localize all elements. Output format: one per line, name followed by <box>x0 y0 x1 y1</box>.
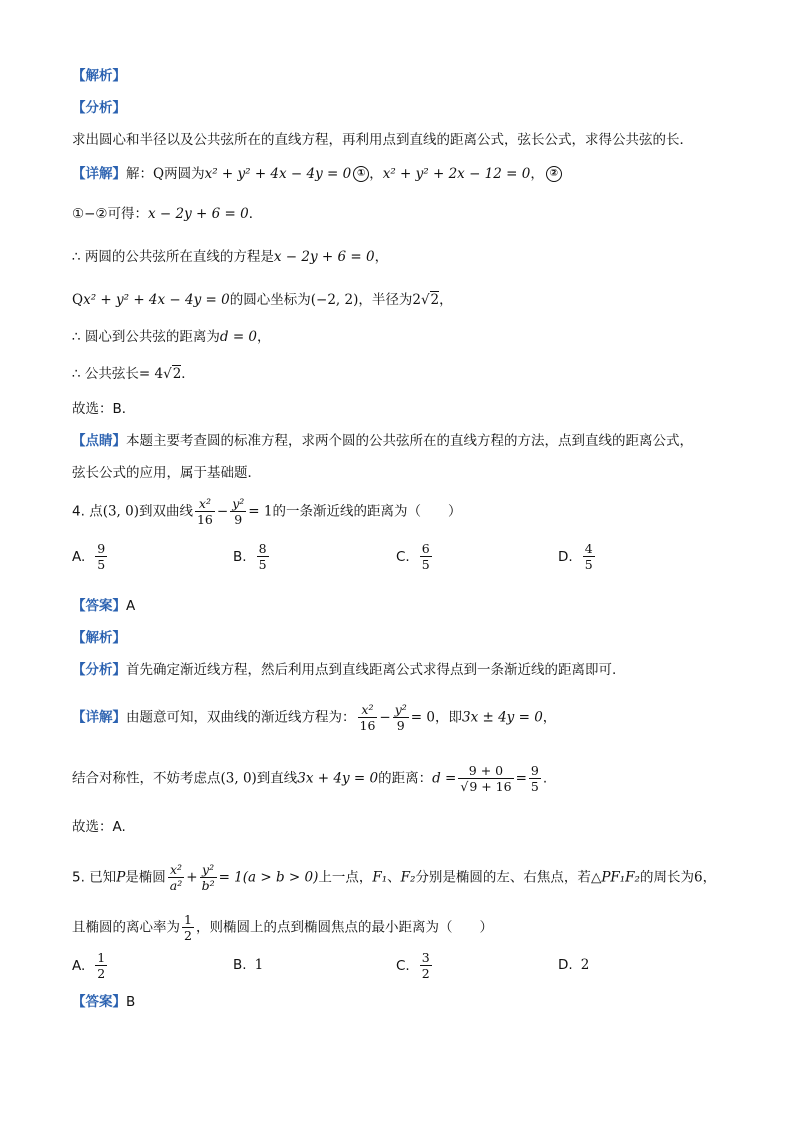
stem-text: 的周长为 <box>639 869 694 886</box>
equation-rest: = 1(a > b > 0) <box>218 869 319 886</box>
tip-text: 本题主要考查圆的标准方程，求两个圆的公共弦所在的直线方程的方法，点到直线的距离公式， <box>126 433 693 449</box>
q4-option-c[interactable] <box>396 541 434 572</box>
tag-jiexi: 【解析】 <box>72 630 126 646</box>
tag-jiexi: 【解析】 <box>72 68 126 84</box>
question-number: 4. <box>72 503 85 520</box>
detail-text: 由题意可知，双曲线的渐近线方程为： <box>126 709 356 726</box>
q3-detail-line-5: ∴ 圆心到公共弦的距离为d = 0， <box>72 329 271 345</box>
option-fraction: $\frac{4}{5}$ <box>584 541 593 572</box>
q5-option-a[interactable] <box>72 950 109 981</box>
equation-rest: = 1 <box>248 503 273 520</box>
because-symbol: Q <box>153 166 165 182</box>
point-coords: (3, 0) <box>220 770 257 787</box>
q3-tip-line-2: 弦长公式的应用，属于基础题． <box>72 465 261 481</box>
q4-option-a[interactable] <box>72 541 109 572</box>
fraction-y2-9: $\frac{\text{y²}}{9}$ <box>232 496 245 527</box>
tag-dianjing: 【点睛】 <box>72 433 126 449</box>
q4-choose: 故选：A. <box>72 819 126 835</box>
therefore-symbol: ∴ <box>72 249 81 265</box>
q3-detail-line-6: ∴ 公共弦长= 4√2． <box>72 366 195 382</box>
option-fraction: $\frac{3}{2}$ <box>421 950 430 981</box>
therefore-symbol: ∴ <box>72 366 81 382</box>
line-equation: x − 2y + 6 = 0 <box>148 206 249 222</box>
circled-one: ① <box>353 166 369 182</box>
tag-fenxi: 【分析】 <box>72 100 126 116</box>
radius-coeff: 2 <box>412 292 421 308</box>
option-label: B. <box>233 957 247 973</box>
option-label: D. <box>558 957 573 973</box>
question-number: 5. <box>72 869 85 886</box>
q4-answer <box>72 596 135 616</box>
q5-option-d[interactable] <box>558 957 589 973</box>
q3-analysis: 求出圆心和半径以及公共弦所在的直线方程，再利用点到直线的距离公式，弦长公式，求得公共弦的长． <box>72 132 693 148</box>
chord-sqrt: 2 <box>172 366 182 382</box>
fraction-x2-16: $\frac{\text{x²}}{16}$ <box>196 496 213 527</box>
punct: ， <box>702 869 717 886</box>
detail-text: 两圆为 <box>164 166 205 182</box>
circle-equation: x² + y² + 4x − 4y = 0 <box>83 292 230 308</box>
chord-length: = 4 <box>138 366 164 382</box>
q5-answer <box>72 992 135 1012</box>
option-label: C. <box>396 957 410 974</box>
option-label: B. <box>233 548 247 565</box>
because-symbol: Q <box>72 292 84 308</box>
equation-1: x² + y² + 4x − 4y = 0 <box>204 166 352 182</box>
q4-option-d[interactable] <box>558 541 597 572</box>
q4-jiexi-heading <box>72 628 126 648</box>
radius-sqrt: 2 <box>430 292 440 308</box>
focus-f1: F₁ <box>372 869 388 886</box>
answer-value: B <box>126 994 136 1010</box>
answer-value: A <box>126 598 136 614</box>
point-p: P <box>116 869 126 886</box>
circled-two: ② <box>546 166 562 182</box>
analysis-text: 首先确定渐近线方程，然后利用点到直线距离公式求得点到一条渐近线的距离即可. <box>126 662 617 678</box>
equation-2: x² + y² + 2x − 12 = 0 <box>382 166 531 182</box>
detail-text: 可得： <box>107 206 149 222</box>
option-fraction: $\frac{1}{2}$ <box>97 950 106 981</box>
q3-choose: 故选：B． <box>72 401 136 417</box>
point-coords: (3, 0) <box>102 503 139 520</box>
detail-text: 公共弦长 <box>84 366 139 382</box>
option-label: C. <box>396 548 410 565</box>
fraction-x2-16: $\frac{\text{x²}}{16}$ <box>359 702 376 733</box>
stem-text: 已知 <box>89 869 117 886</box>
tag-xiangjie: 【详解】 <box>72 166 126 182</box>
eccentricity-fraction: $\frac{1}{2}$ <box>184 912 192 943</box>
q3-detail-line-3: ∴ 两圆的公共弦所在直线的方程是x − 2y + 6 = 0， <box>72 249 389 265</box>
stem-text: ，则椭圆上的点到椭圆焦点的最小距离为（ ） <box>195 919 493 936</box>
distance-fraction: $\frac{9 + 0}{√9 + 16}$ <box>460 763 512 794</box>
q4-stem: 4. 点(3, 0)到双曲线 $\frac{\text{x²}}{16}$ − $\frac{\text{y²}}{9}$ = 1的一条渐近线的距离为（ ） <box>72 496 462 527</box>
asymptote-eq: 3x ± 4y = 0 <box>462 709 543 726</box>
q5-stem-line-1: 5. 已知P是椭圆 $\frac{\text{x²}}{\text{a²}}$ + $\frac{\text{y²}}{\text{b²}}$ = 1(a > b > 0)上一点，F₁、F₂分别是椭圆的左、右焦点，若△PF₁F₂的周长为6， <box>72 862 717 893</box>
distance-eq: d = 0 <box>219 329 258 345</box>
tag-xiangjie: 【详解】 <box>72 709 126 726</box>
detail-text: 的距离： <box>378 770 433 787</box>
perimeter-value: 6 <box>693 869 703 886</box>
tag-daan: 【答案】 <box>72 994 126 1010</box>
tag-fenxi: 【分析】 <box>72 662 126 678</box>
q3-detail-line-2: ①−②可得：x − 2y + 6 = 0． <box>72 206 263 222</box>
stem-text: 且椭圆的离心率为 <box>72 919 180 936</box>
option-label: A. <box>72 957 86 974</box>
stem-text: 上一点， <box>318 869 373 886</box>
detail-text: 两圆的公共弦所在直线的方程是 <box>84 249 274 265</box>
equation-rest: = 0 <box>410 709 435 726</box>
center-coords: (−2, 2) <box>310 292 359 308</box>
q3-detail-line-1: 【详解】解：Q两圆为x² + y² + 4x − 4y = 0 ① ，x² + y² + 2x − 12 = 0， ② <box>72 164 562 184</box>
q5-stem-line-2 <box>72 912 493 943</box>
option-fraction: $\frac{9}{5}$ <box>97 541 106 572</box>
fraction-x2-a2: $\frac{\text{x²}}{\text{a²}}$ <box>169 862 183 893</box>
q5-option-b[interactable] <box>233 957 263 973</box>
stem-text: 点 <box>89 503 103 520</box>
tag-daan: 【答案】 <box>72 598 126 614</box>
detail-prefix: 解： <box>126 166 153 182</box>
fenxi-heading <box>72 98 126 118</box>
option-value: 2 <box>580 957 590 973</box>
q4-option-b[interactable] <box>233 541 271 572</box>
option-value: 1 <box>254 957 264 973</box>
stem-text: 分别是椭圆的左、右焦点，若 <box>415 869 591 886</box>
separator: 、 <box>387 869 401 886</box>
stem-text: 是椭圆 <box>125 869 166 886</box>
detail-text: 到直线 <box>256 770 298 787</box>
q3-tip-line-1 <box>72 431 693 451</box>
result-fraction: $\frac{9}{5}$ <box>530 763 539 794</box>
line-equation: x − 2y + 6 = 0 <box>273 249 375 265</box>
option-label: A. <box>72 548 86 565</box>
detail-text: ，即 <box>435 709 462 726</box>
stem-text: 的一条渐近线的距离为（ ） <box>272 503 462 520</box>
option-label: D. <box>558 548 573 565</box>
fraction-y2-b2: $\frac{\text{y²}}{\text{b²}}$ <box>201 862 215 893</box>
q4-detail-line-1: 【详解】由题意可知，双曲线的渐近线方程为： $\frac{\text{x²}}{16}$ − $\frac{\text{y²}}{9}$ = 0，即3x ± 4y = 0， <box>72 702 557 733</box>
jiexi-heading <box>72 66 126 86</box>
q4-analysis <box>72 660 616 680</box>
therefore-symbol: ∴ <box>72 329 81 345</box>
fraction-y2-9: $\frac{\text{y²}}{9}$ <box>394 702 407 733</box>
stem-text: 到双曲线 <box>138 503 193 520</box>
subtract-ops: ①−② <box>72 206 108 222</box>
detail-text: 圆心到公共弦的距离为 <box>84 329 220 345</box>
detail-text: ，半径为 <box>358 292 413 308</box>
q3-detail-line-4: Qx² + y² + 4x − 4y = 0的圆心坐标为(−2, 2)，半径为2√2， <box>72 292 453 308</box>
detail-text: 的圆心坐标为 <box>229 292 311 308</box>
triangle-label: △PF₁F₂ <box>590 869 640 886</box>
line-eq: 3x + 4y = 0 <box>297 770 379 787</box>
focus-f2: F₂ <box>400 869 416 886</box>
option-fraction: $\frac{6}{5}$ <box>421 541 430 572</box>
detail-text: 结合对称性，不妨考虑点 <box>72 770 221 787</box>
option-fraction: $\frac{8}{5}$ <box>258 541 267 572</box>
distance-label: d = <box>432 770 457 787</box>
q5-option-c[interactable] <box>396 950 434 981</box>
q4-detail-line-2: 结合对称性，不妨考虑点(3, 0)到直线3x + 4y = 0的距离：d = $\frac{9 + 0}{√9 + 16}$ = $\frac{9}{5}$ . <box>72 763 548 794</box>
